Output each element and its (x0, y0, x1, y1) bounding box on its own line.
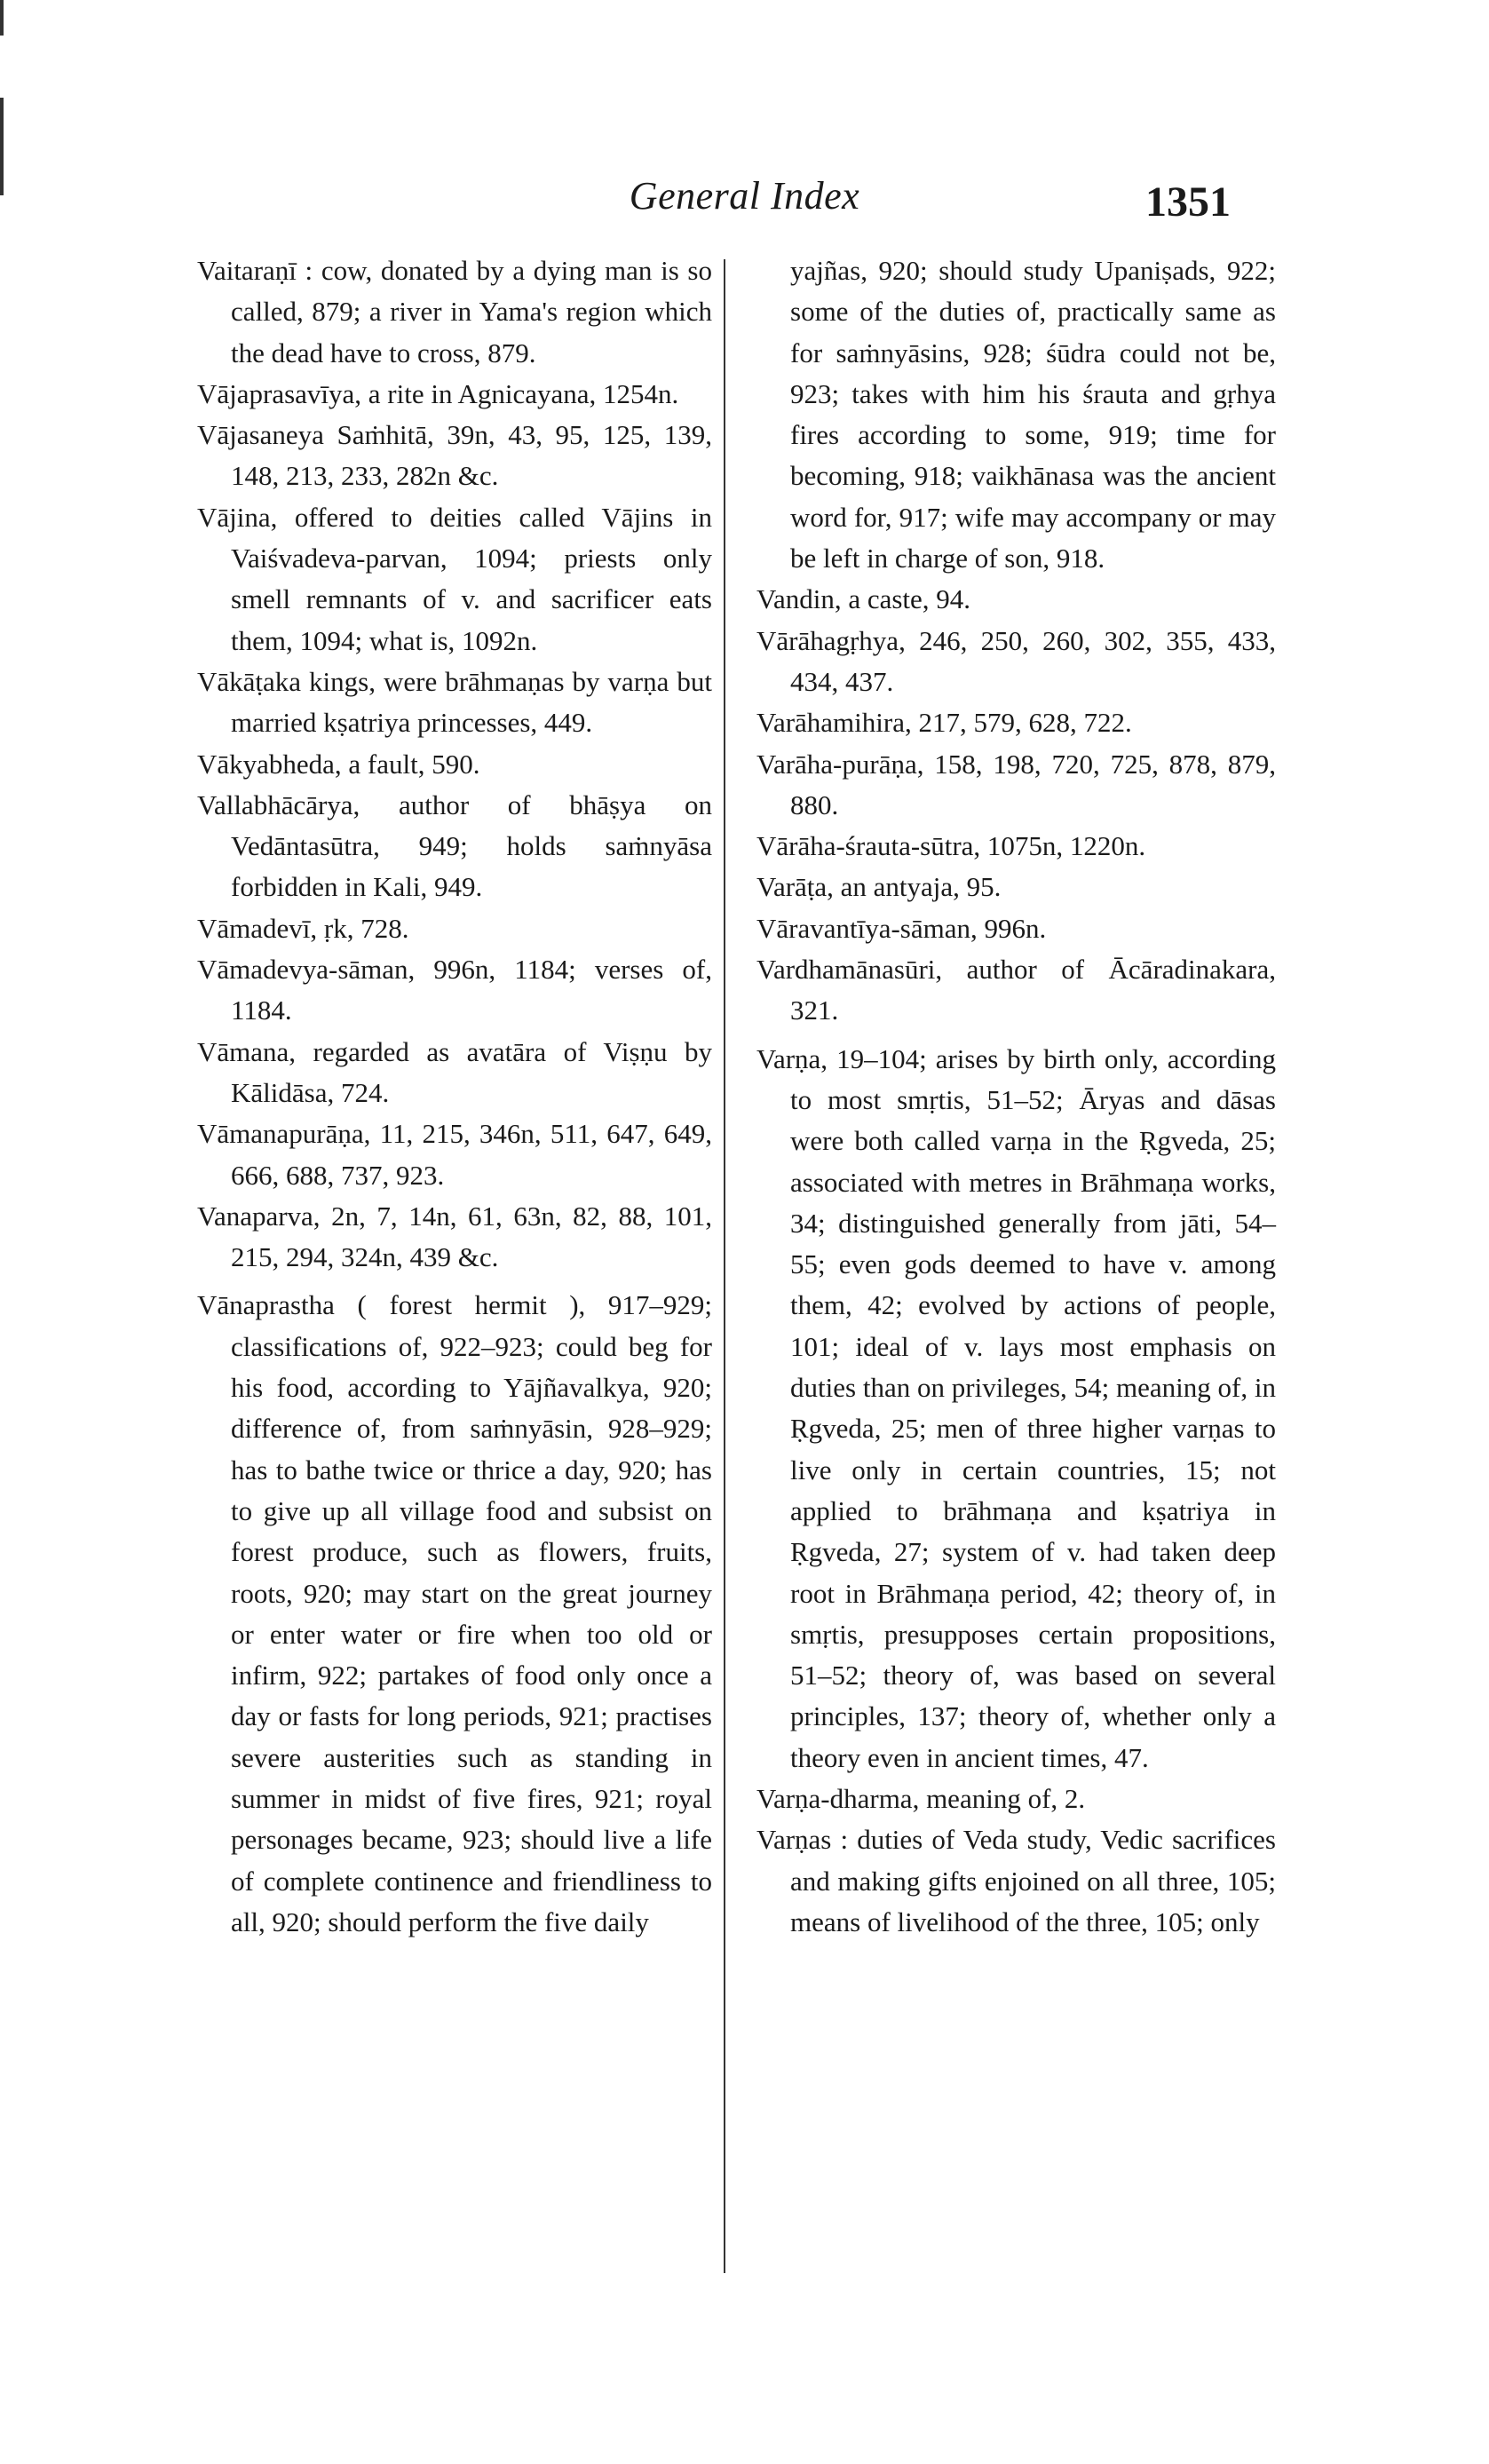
index-entry: Vāmadevī, ṛk, 728. (197, 912, 409, 944)
index-column-left (197, 250, 712, 1943)
index-entry: Vāmanapurāṇa, 11, 215, 346n, 511, 647, 649, 666, 688, 737, 923. (197, 1118, 712, 1191)
index-entry: Varāṭa, an antyaja, 95. (756, 871, 1002, 903)
index-entry: Vārāhagṛhya, 246, 250, 260, 302, 355, 433, 434, 437. (756, 624, 1276, 697)
index-entry: Varṇa-dharma, meaning of, 2. (756, 1782, 1086, 1814)
index-entry: Vājasaneya Saṁhitā, 39n, 43, 95, 125, 139, 148, 213, 233, 282n &c. (197, 419, 712, 492)
page-number: 1351 (1145, 178, 1231, 226)
index-entry: Vākāṭaka kings, were brāhmaṇas by varṇa but married kṣatriya princesses, 449. (197, 665, 712, 739)
index-entry: Varāhamihira, 217, 579, 628, 722. (756, 707, 1132, 739)
index-entry: Vājina, offered to deities called Vājins in Vaiśvadeva-parvan, 1094; priests only smell remnants of v. and sacrificer eats them, 1094; what is, 1092n. (197, 501, 712, 656)
scan-edge-mark-top (0, 0, 4, 36)
index-entry: Vanaparva, 2n, 7, 14n, 61, 63n, 82, 88, 101, 215, 294, 324n, 439 &c. (197, 1200, 712, 1273)
index-entry: Vānaprastha ( forest hermit ), 917–929; classifications of, 922–923; could beg for his food, according to Yājñavalkya, 920; difference of, from saṁnyāsin, 928–929; has to bathe twice or thrice a day, 920; has to give up all village food and subsist on forest produce, such as flowers, fruits, roots, 920; may start on the great journey or enter water or fire when too old or infirm, 922; partakes of food only once a day or fasts for long periods, 921; practises severe austerities such as standing in summer in midst of five fires, 921; royal personages became, 923; should live a life of complete continence and friendliness to all, 920; should perform the five daily (197, 1289, 712, 1937)
index-entry: Vaitaraṇī : cow, donated by a dying man is so called, 879; a river in Yama's region which the dead have to cross, 879. (197, 255, 712, 368)
index-entry: Vāmana, regarded as avatāra of Viṣṇu by Kālidāsa, 724. (197, 1035, 712, 1108)
index-entry: Vāmadevya-sāman, 996n, 1184; verses of, 1184. (197, 954, 712, 1026)
index-entry: Vākyabheda, a fault, 590. (197, 748, 480, 780)
index-entry: Vārāha-śrauta-sūtra, 1075n, 1220n. (756, 830, 1146, 862)
index-entry: Varṇas : duties of Veda study, Vedic sacrifices and making gifts enjoined on all three, 105; means of livelihood of the three, 105; only (756, 1824, 1276, 1937)
index-entry: Vājaprasavīya, a rite in Agnicayana, 1254n. (197, 377, 679, 409)
index-entry: Vardhamānasūri, author of Ācāradinakara, 321. (756, 954, 1276, 1026)
index-column-right (756, 250, 1276, 1943)
index-entry: Vāravantīya-sāman, 996n. (756, 912, 1047, 944)
index-entry: Vallabhācārya, author of bhāṣya on Vedāntasūtra, 949; holds saṁnyāsa forbidden in Kali, 949. (197, 788, 712, 903)
index-entry: Varāha-purāṇa, 158, 198, 720, 725, 878, 879, 880. (756, 748, 1276, 820)
index-entry-continuation: yajñas, 920; should study Upaniṣads, 922; some of the duties of, practically same as for saṁnyāsins, 928; śūdra could not be, 923; takes with him his śrauta and gṛhya fires according to some, 919; time for becoming, 918; vaikhānasa was the ancient word for, 917; wife may accompany or may be left in charge of son, 918. (790, 255, 1276, 574)
index-entry: Vandin, a caste, 94. (756, 583, 971, 615)
running-header-title: General Index (629, 174, 860, 218)
column-divider (724, 259, 725, 2273)
index-entry: Varṇa, 19–104; arises by birth only, according to most smṛtis, 51–52; Āryas and dāsas were both called varṇa in the Ṛgveda, 25; associated with metres in Brāhmaṇa works, 34; distinguished generally from jāti, 54–55; even gods deemed to have v. among them, 42; evolved by actions of people, 101; ideal of v. lays most emphasis on duties than on privileges, 54; meaning of, in Ṛgveda, 25; men of three higher varṇas to live only in certain countries, 15; not applied to brāhmaṇa and kṣatriya in Ṛgveda, 27; system of v. had taken deep root in Brāhmaṇa period, 42; theory of, in smṛtis, presupposes certain propositions, 51–52; theory of, was based on several principles, 137; theory of, whether only a theory even in ancient times, 47. (756, 1042, 1276, 1773)
